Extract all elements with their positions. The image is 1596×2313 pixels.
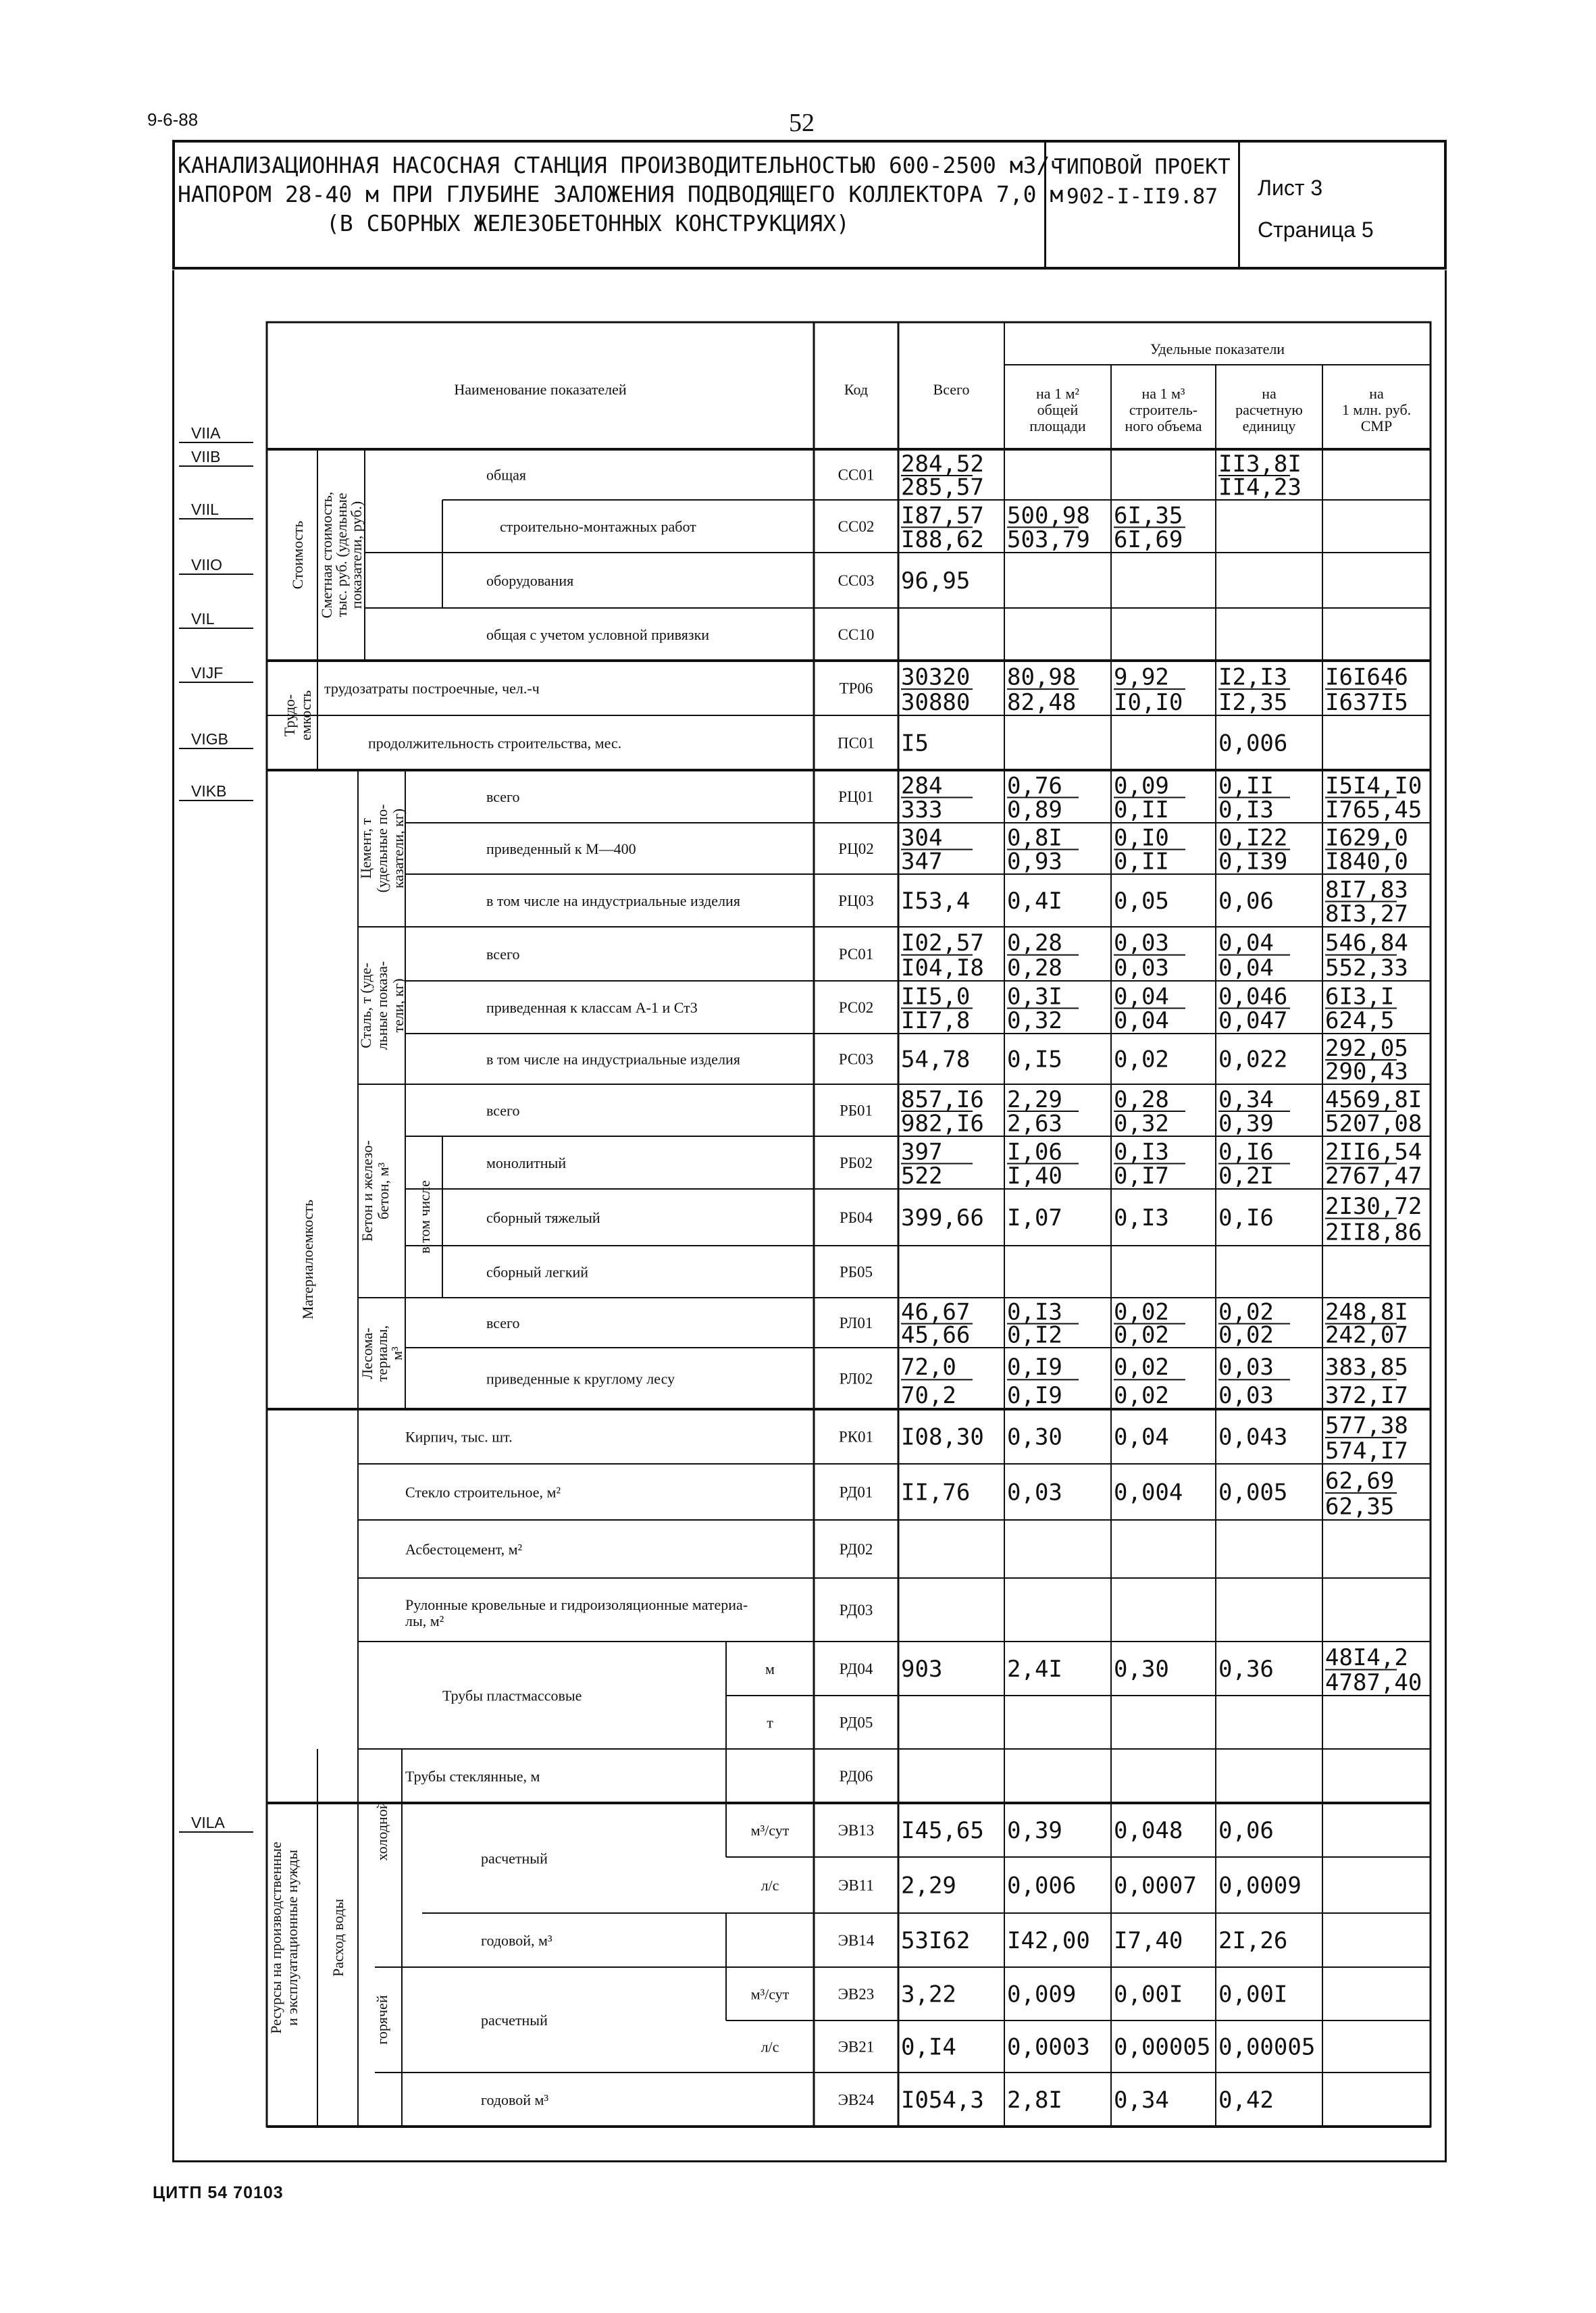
- row-code: РД06: [839, 1768, 873, 1785]
- value-per-unit: 0,2I: [1218, 1163, 1274, 1190]
- value-per-mln: 372,I7: [1325, 1381, 1408, 1409]
- value-per-unit: 0,03: [1218, 1381, 1274, 1409]
- row-code: РС01: [838, 946, 874, 963]
- row-name: оборудования: [486, 572, 574, 589]
- value-total: I53,4: [901, 888, 971, 915]
- row-name: приведенные к круглому лесу: [486, 1370, 675, 1388]
- value-per-area: 0,I2: [1007, 1321, 1062, 1349]
- value-per-mln: 2767,47: [1325, 1163, 1422, 1190]
- group-steel: Сталь, т (уде-: [357, 963, 374, 1048]
- row-code: РС03: [838, 1050, 874, 1068]
- value-per-area: 0,006: [1007, 1872, 1077, 1900]
- value-per-volume: 0,34: [1114, 2087, 1169, 2114]
- value-per-unit: 0,I6: [1218, 1138, 1274, 1166]
- group-hot: горячей: [374, 1995, 390, 2045]
- group-steel: льные показа-: [374, 961, 390, 1050]
- value-per-area: 0,I9: [1007, 1381, 1062, 1409]
- value-per-area: 0,93: [1007, 848, 1062, 875]
- value-per-unit: 0,I3: [1218, 796, 1274, 824]
- group-timber: м³: [388, 1346, 405, 1361]
- value-per-volume: 0,32: [1114, 1110, 1169, 1138]
- row-name: приведенная к классам А-1 и Ст3: [486, 999, 698, 1016]
- value-total: 903: [901, 1656, 943, 1683]
- value-per-mln: I765,45: [1325, 796, 1422, 824]
- value-total: 857,I6: [901, 1086, 984, 1113]
- value-total: I87,57: [901, 502, 984, 530]
- value-per-volume: 0,00I: [1114, 1981, 1183, 2008]
- value-per-area: I,06: [1007, 1138, 1062, 1166]
- value-total: 3,22: [901, 1981, 956, 2008]
- value-per-mln: 292,05: [1325, 1035, 1408, 1062]
- value-per-mln: I5I4,I0: [1325, 772, 1422, 800]
- row-name: трудозатраты построечные, чел.-ч: [324, 680, 540, 697]
- value-per-unit: 0,043: [1218, 1423, 1288, 1451]
- side-code: VILA: [191, 1814, 225, 1831]
- value-per-area: 0,4I: [1007, 888, 1062, 915]
- value-per-volume: 0,004: [1114, 1479, 1183, 1506]
- row-code: ПС01: [838, 734, 875, 752]
- row-code: РД03: [839, 1602, 873, 1619]
- header-per-mln: СМР: [1360, 417, 1393, 434]
- value-total: 397: [901, 1138, 943, 1166]
- value-per-mln: 62,35: [1325, 1493, 1395, 1521]
- value-total: I08,30: [901, 1423, 984, 1451]
- value-per-unit: 0,006: [1218, 730, 1288, 757]
- row-code: РД05: [839, 1714, 873, 1731]
- value-per-volume: 9,92: [1114, 663, 1169, 691]
- side-code: VIGB: [191, 730, 228, 748]
- row-code: ТР06: [839, 680, 873, 697]
- value-per-mln: 4787,40: [1325, 1669, 1422, 1696]
- value-per-unit: I2,I3: [1218, 663, 1288, 691]
- group-concrete-sub: в том числе: [416, 1180, 433, 1254]
- side-code: VIIL: [191, 501, 219, 518]
- value-per-volume: 0,05: [1114, 888, 1169, 915]
- value-per-area: 0,28: [1007, 955, 1062, 982]
- value-per-mln: 5207,08: [1325, 1110, 1422, 1138]
- header-per-volume: на 1 м³: [1141, 385, 1185, 402]
- row-code: РК01: [838, 1428, 874, 1446]
- value-total: II,76: [901, 1479, 971, 1506]
- value-per-mln: 2I30,72: [1325, 1192, 1422, 1220]
- group-cost-sub: показатели, руб.): [348, 501, 365, 609]
- row-code: РБ01: [840, 1102, 873, 1119]
- value-per-unit: 0,005: [1218, 1479, 1288, 1506]
- header-code: Код: [844, 381, 869, 398]
- row-name: всего: [486, 946, 520, 963]
- header-per-unit: единицу: [1242, 417, 1296, 434]
- row-code: СС01: [838, 466, 875, 484]
- value-per-area: 0,39: [1007, 1817, 1062, 1844]
- row-name: общая с учетом условной привязки: [486, 626, 710, 643]
- value-per-area: 0,32: [1007, 1007, 1062, 1035]
- value-per-unit: 0,42: [1218, 2087, 1274, 2114]
- value-per-mln: 8I3,27: [1325, 900, 1408, 928]
- value-per-mln: 4569,8I: [1325, 1086, 1422, 1113]
- value-per-mln: 242,07: [1325, 1321, 1408, 1349]
- value-per-area: 82,48: [1007, 688, 1077, 716]
- group-steel: тели, кг): [390, 978, 407, 1033]
- row-code: ЭВ24: [838, 2091, 875, 2108]
- value-per-unit: 0,047: [1218, 1007, 1288, 1035]
- page-in-sheet: Страница 5: [1258, 218, 1374, 242]
- row-unit: т: [767, 1714, 773, 1731]
- value-per-mln: 552,33: [1325, 955, 1408, 982]
- value-per-area: 0,03: [1007, 1479, 1062, 1506]
- value-per-volume: 6I,35: [1114, 502, 1183, 530]
- value-per-area: 0,009: [1007, 1981, 1077, 2008]
- value-total: I02,57: [901, 930, 984, 957]
- side-code: VIIO: [191, 556, 223, 574]
- value-per-mln: 248,8I: [1325, 1298, 1408, 1326]
- group-timber: Лесома-: [359, 1327, 376, 1379]
- value-per-volume: 0,28: [1114, 1086, 1169, 1113]
- value-per-mln: I629,0: [1325, 824, 1408, 852]
- group-cement: казатели, кг): [390, 808, 407, 889]
- row-code: РЛ02: [839, 1370, 873, 1388]
- row-code: РБ04: [840, 1209, 873, 1226]
- row-code: ЭВ13: [838, 1822, 875, 1839]
- group-cement: Цемент, т: [357, 818, 374, 879]
- row-code: РЛ01: [839, 1315, 873, 1331]
- row-unit: м: [765, 1660, 775, 1677]
- group-cement: (удельные по-: [374, 804, 390, 893]
- value-per-unit: 0,04: [1218, 955, 1274, 982]
- row-code: ЭВ21: [838, 2038, 875, 2056]
- value-per-area: 0,I9: [1007, 1354, 1062, 1381]
- value-per-volume: 0,I3: [1114, 1138, 1169, 1166]
- value-total: 284: [901, 772, 943, 800]
- row-name: всего: [486, 788, 520, 805]
- value-total: I04,I8: [901, 955, 984, 982]
- value-per-volume: 0,I3: [1114, 1204, 1169, 1231]
- group-resources: Ресурсы на производственные: [267, 1841, 284, 2034]
- value-total: I45,65: [901, 1817, 984, 1844]
- row-code: РЦ03: [838, 892, 874, 909]
- value-per-unit: 0,00I: [1218, 1981, 1288, 2008]
- value-total: 46,67: [901, 1298, 971, 1326]
- header-per-mln: на: [1369, 385, 1384, 402]
- value-per-area: 0,76: [1007, 772, 1062, 800]
- group-labor: Трудо-: [281, 694, 298, 737]
- row-name: годовой м³: [481, 2091, 549, 2108]
- value-per-volume: 0,I7: [1114, 1163, 1169, 1190]
- row-name: строительно-монтажных работ: [500, 518, 696, 535]
- header-per-volume: строитель-: [1129, 401, 1198, 418]
- value-per-unit: I2,35: [1218, 688, 1288, 716]
- value-per-volume: 0,048: [1114, 1817, 1183, 1844]
- group-cost-sub: Сметная стоимость,: [318, 491, 335, 619]
- value-per-mln: 574,I7: [1325, 1437, 1408, 1465]
- title-line-1: КАНАЛИЗАЦИОННАЯ НАСОСНАЯ СТАНЦИЯ ПРОИЗВОДИТЕЛЬНОСТЬЮ 600-2500 м3/ч: [178, 152, 1064, 178]
- value-per-unit: 0,00005: [1218, 2033, 1316, 2061]
- value-per-area: I42,00: [1007, 1927, 1090, 1954]
- value-total: 0,I4: [901, 2033, 956, 2061]
- header-per-unit: на: [1262, 385, 1277, 402]
- value-per-unit: 2I,26: [1218, 1927, 1288, 1954]
- value-per-volume: 0,03: [1114, 955, 1169, 982]
- page-number: 52: [789, 109, 815, 137]
- value-per-unit: 0,02: [1218, 1321, 1274, 1349]
- value-per-mln: 48I4,2: [1325, 1644, 1408, 1672]
- row-name: сборный легкий: [486, 1263, 589, 1281]
- value-per-mln: 577,38: [1325, 1412, 1408, 1440]
- value-per-area: 0,I5: [1007, 1046, 1062, 1073]
- row-name: Трубы стеклянные, м: [405, 1768, 540, 1785]
- row-code: РБ05: [840, 1263, 873, 1281]
- value-total: 347: [901, 848, 943, 875]
- value-per-area: 0,28: [1007, 930, 1062, 957]
- value-total: 333: [901, 796, 943, 824]
- value-per-mln: 6I3,I: [1325, 983, 1395, 1011]
- row-name: Рулонные кровельные и гидроизоляционные материа-: [405, 1596, 748, 1613]
- value-per-volume: 0,02: [1114, 1321, 1169, 1349]
- value-per-volume: 0,02: [1114, 1381, 1169, 1409]
- row-name: годовой, м³: [481, 1932, 552, 1949]
- sheet-number: Лист 3: [1258, 176, 1323, 200]
- value-per-volume: 0,00005: [1114, 2033, 1211, 2061]
- group-concrete: Бетон и железо-: [359, 1140, 376, 1242]
- value-per-mln: 8I7,83: [1325, 876, 1408, 904]
- value-per-unit: 0,39: [1218, 1110, 1274, 1138]
- value-per-area: 0,I3: [1007, 1298, 1062, 1326]
- value-total: 30880: [901, 688, 971, 716]
- side-code: VIL: [191, 610, 215, 628]
- value-per-mln: I637I5: [1325, 688, 1408, 716]
- value-per-volume: 0,09: [1114, 772, 1169, 800]
- value-per-unit: 0,34: [1218, 1086, 1274, 1113]
- value-per-unit: 0,03: [1218, 1354, 1274, 1381]
- group-cost: Стоимость: [289, 520, 306, 590]
- value-total: 2,29: [901, 1872, 956, 1900]
- value-per-unit: 0,06: [1218, 888, 1274, 915]
- row-code: РС02: [838, 999, 874, 1016]
- value-per-unit: 0,04: [1218, 930, 1274, 957]
- value-per-volume: 0,02: [1114, 1046, 1169, 1073]
- value-per-unit: 0,02: [1218, 1298, 1274, 1326]
- value-total: I054,3: [901, 2087, 984, 2114]
- side-code: VIJF: [191, 664, 224, 682]
- value-total: II5,0: [901, 983, 971, 1011]
- value-per-mln: I6I646: [1325, 663, 1408, 691]
- row-unit: м³/сут: [750, 1822, 790, 1839]
- value-per-area: 503,79: [1007, 526, 1090, 554]
- row-code: ЭВ23: [838, 1985, 875, 2003]
- header-per-mln: 1 млн. руб.: [1341, 401, 1412, 418]
- row-code: РД02: [839, 1541, 873, 1558]
- group-concrete: бетон, м³: [375, 1162, 392, 1220]
- row-unit: л/с: [761, 2038, 779, 2056]
- row-name: продолжительность строительства, мес.: [368, 734, 622, 752]
- value-per-unit: 0,06: [1218, 1817, 1274, 1844]
- value-per-volume: 0,04: [1114, 1423, 1169, 1451]
- header-per-area: на 1 м²: [1035, 385, 1080, 402]
- value-total: 53I62: [901, 1927, 971, 1954]
- side-code: VIIB: [191, 448, 221, 465]
- value-per-area: 2,8I: [1007, 2087, 1062, 2114]
- row-name: расчетный: [481, 1850, 548, 1867]
- project-number: 902-I-II9.87: [1066, 184, 1218, 209]
- row-name: Асбестоцемент, м²: [405, 1541, 523, 1558]
- title-line-3: (В СБОРНЫХ ЖЕЛЕЗОБЕТОННЫХ КОНСТРУКЦИЯХ): [326, 210, 850, 236]
- row-name: сборный тяжелый: [486, 1209, 600, 1226]
- group-timber: териалы,: [374, 1325, 390, 1382]
- row-code: ЭВ14: [838, 1932, 875, 1949]
- value-per-volume: 0,03: [1114, 930, 1169, 957]
- value-per-area: 0,3I: [1007, 983, 1062, 1011]
- row-unit: л/с: [761, 1877, 779, 1894]
- footer-code: ЦИТП 54 70103: [153, 2183, 284, 2202]
- value-per-area: 0,89: [1007, 796, 1062, 824]
- value-per-mln: 546,84: [1325, 930, 1408, 957]
- row-code: СС03: [838, 572, 875, 589]
- value-per-area: 2,63: [1007, 1110, 1062, 1138]
- value-per-mln: 290,43: [1325, 1058, 1408, 1086]
- header-per-volume: ного объема: [1125, 417, 1202, 434]
- row-name: расчетный: [481, 2012, 548, 2029]
- value-total: 399,66: [901, 1204, 984, 1231]
- value-total: 72,0: [901, 1354, 956, 1381]
- row-name: всего: [486, 1102, 520, 1119]
- value-per-area: I,07: [1007, 1204, 1062, 1231]
- value-per-area: 0,8I: [1007, 824, 1062, 852]
- value-per-volume: 0,0007: [1114, 1872, 1197, 1900]
- value-total: 30320: [901, 663, 971, 691]
- value-per-area: 500,98: [1007, 502, 1090, 530]
- group-cost-sub: тыс. руб. (удельные: [333, 492, 350, 617]
- value-per-volume: 0,I0: [1114, 824, 1169, 852]
- project-label: ТИПОВОЙ ПРОЕКТ: [1054, 155, 1231, 179]
- value-per-unit: 0,II: [1218, 772, 1274, 800]
- value-per-volume: 0,30: [1114, 1656, 1169, 1683]
- value-per-mln: 2II8,86: [1325, 1219, 1422, 1246]
- header-total: Всего: [933, 381, 970, 398]
- value-total: I88,62: [901, 526, 984, 554]
- value-total: II7,8: [901, 1007, 971, 1035]
- side-code: VIIA: [191, 424, 221, 442]
- row-name: приведенный к М—400: [486, 840, 636, 857]
- row-code: ЭВ11: [838, 1877, 874, 1894]
- value-per-unit: II4,23: [1218, 474, 1302, 501]
- title-line-2: НАПОРОМ 28-40 м ПРИ ГЛУБИНЕ ЗАЛОЖЕНИЯ ПОДВОДЯЩЕГО КОЛЛЕКТОРА 7,0 м: [178, 181, 1064, 207]
- row-code: РЦ01: [838, 788, 874, 805]
- value-total: I5: [901, 730, 929, 757]
- header-per-area: общей: [1037, 401, 1079, 418]
- value-per-mln: I840,0: [1325, 848, 1408, 875]
- side-code: VIKB: [191, 782, 227, 800]
- row-name: монолитный: [486, 1154, 567, 1171]
- group-water: Расход воды: [330, 1898, 346, 1977]
- value-total: 304: [901, 824, 943, 852]
- value-per-mln: 62,69: [1325, 1467, 1395, 1495]
- value-per-unit: 0,I39: [1218, 848, 1288, 875]
- row-unit: м³/сут: [750, 1985, 790, 2003]
- row-code: СС10: [838, 626, 875, 643]
- value-per-volume: 0,02: [1114, 1298, 1169, 1326]
- value-total: 45,66: [901, 1321, 971, 1349]
- value-per-mln: 624,5: [1325, 1007, 1395, 1035]
- value-total: 54,78: [901, 1046, 971, 1073]
- header-per-area: площади: [1029, 417, 1086, 434]
- value-per-mln: 383,85: [1325, 1354, 1408, 1381]
- value-per-volume: 0,02: [1114, 1354, 1169, 1381]
- value-per-unit: 0,I6: [1218, 1204, 1274, 1231]
- header-per-unit: расчетную: [1235, 401, 1303, 418]
- row-name: в том числе на индустриальные изделия: [486, 892, 740, 909]
- row-name: Стекло строительное, м²: [405, 1483, 561, 1501]
- value-total: 70,2: [901, 1381, 956, 1409]
- value-total: 982,I6: [901, 1110, 984, 1138]
- value-per-volume: 0,04: [1114, 1007, 1169, 1035]
- value-per-volume: I0,I0: [1114, 688, 1183, 716]
- value-per-area: 80,98: [1007, 663, 1077, 691]
- row-name: Трубы пластмассовые: [442, 1687, 582, 1704]
- value-per-area: 2,29: [1007, 1086, 1062, 1113]
- value-per-volume: I7,40: [1114, 1927, 1183, 1954]
- row-name: лы, м²: [405, 1612, 444, 1629]
- value-per-volume: 0,II: [1114, 848, 1169, 875]
- group-cold: холодной: [374, 1801, 390, 1861]
- value-per-area: 0,30: [1007, 1423, 1062, 1451]
- row-name: в том числе на индустриальные изделия: [486, 1050, 740, 1068]
- value-per-area: 2,4I: [1007, 1656, 1062, 1683]
- value-per-mln: 2II6,54: [1325, 1138, 1422, 1166]
- row-name: общая: [486, 466, 527, 484]
- value-per-area: I,40: [1007, 1163, 1062, 1190]
- row-code: СС02: [838, 518, 875, 535]
- value-per-volume: 0,II: [1114, 796, 1169, 824]
- value-per-volume: 0,04: [1114, 983, 1169, 1011]
- document-code: 9-6-88: [147, 109, 199, 130]
- value-per-unit: 0,36: [1218, 1656, 1274, 1683]
- row-code: РД01: [839, 1483, 873, 1501]
- row-name: Кирпич, тыс. шт.: [405, 1428, 513, 1446]
- group-resources: и эксплуатационные нужды: [284, 1850, 301, 2026]
- value-total: 96,95: [901, 567, 971, 594]
- group-labor: емкость: [297, 690, 314, 741]
- value-total: 285,57: [901, 474, 984, 501]
- value-total: 284,52: [901, 451, 984, 478]
- group-material: Материалоемкость: [299, 1199, 316, 1320]
- value-per-volume: 6I,69: [1114, 526, 1183, 554]
- header-specific: Удельные показатели: [1150, 340, 1285, 357]
- value-per-area: 0,0003: [1007, 2033, 1090, 2061]
- row-code: РД04: [839, 1660, 873, 1677]
- value-per-unit: 0,046: [1218, 983, 1288, 1011]
- row-code: РЦ02: [838, 840, 874, 857]
- value-per-unit: II3,8I: [1218, 451, 1302, 478]
- row-code: РБ02: [840, 1154, 873, 1171]
- value-total: 522: [901, 1163, 943, 1190]
- value-per-unit: 0,I22: [1218, 824, 1288, 852]
- header-name: Наименование показателей: [454, 381, 627, 398]
- value-per-unit: 0,022: [1218, 1046, 1288, 1073]
- value-per-unit: 0,0009: [1218, 1872, 1302, 1900]
- row-name: всего: [486, 1315, 520, 1331]
